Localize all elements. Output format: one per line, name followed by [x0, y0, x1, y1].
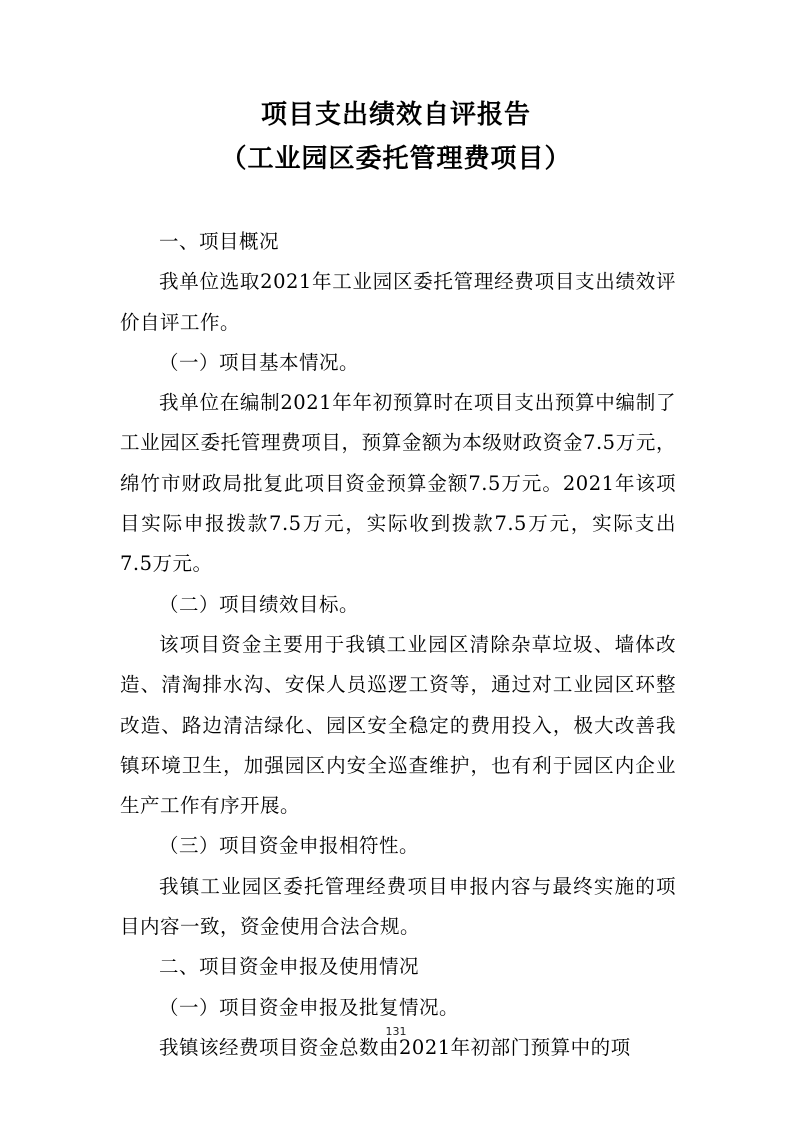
section-heading-funds-usage: 二、项目资金申报及使用情况 [159, 955, 420, 979]
paragraph: 我单位选取2021年工业园区委托管理经费项目支出绩效评价自评工作。 [120, 270, 676, 334]
subsection-heading-performance-goal: （二）项目绩效目标。 [159, 592, 360, 616]
subsection-heading-approval: （一）项目资金申报及批复情况。 [159, 995, 460, 1019]
paragraph: 该项目资金主要用于我镇工业园区清除杂草垃圾、墙体改造、清淘排水沟、安保人员巡逻工资等，通过对工业园区环整改造、路边清洁绿化、园区安全稳定的费用投入，极大改善我镇环境卫生，加强园区内安全巡查维护，也有利于园区内企业生产工作有序开展。 [120, 632, 676, 818]
subsection-heading-basic-info: （一）项目基本情况。 [159, 350, 360, 374]
document-subtitle: （工业园区委托管理费项目） [220, 144, 572, 174]
document-body [120, 222, 676, 1068]
paragraph: 我单位在编制2021年年初预算时在项目支出预算中编制了工业园区委托管理费项目，预算金额为本级财政资金7.5万元，绵竹市财政局批复此项目资金预算金额7.5万元。2021年该项目实际申报拨款7.5万元，实际收到拨款7.5万元，实际支出7.5万元。 [120, 391, 676, 576]
section-heading-project-overview: 一、项目概况 [159, 230, 280, 253]
page-number: 131 [385, 1025, 407, 1038]
paragraph: 我镇该经费项目资金总数由2021年初部门预算中的项 [159, 1035, 631, 1059]
paragraph: 我镇工业园区委托管理经费项目申报内容与最终实施的项目内容一致，资金使用合法合规。 [120, 874, 676, 939]
subsection-heading-consistency: （三）项目资金申报相符性。 [159, 834, 420, 858]
document-title: 项目支出绩效自评报告 [260, 100, 531, 130]
